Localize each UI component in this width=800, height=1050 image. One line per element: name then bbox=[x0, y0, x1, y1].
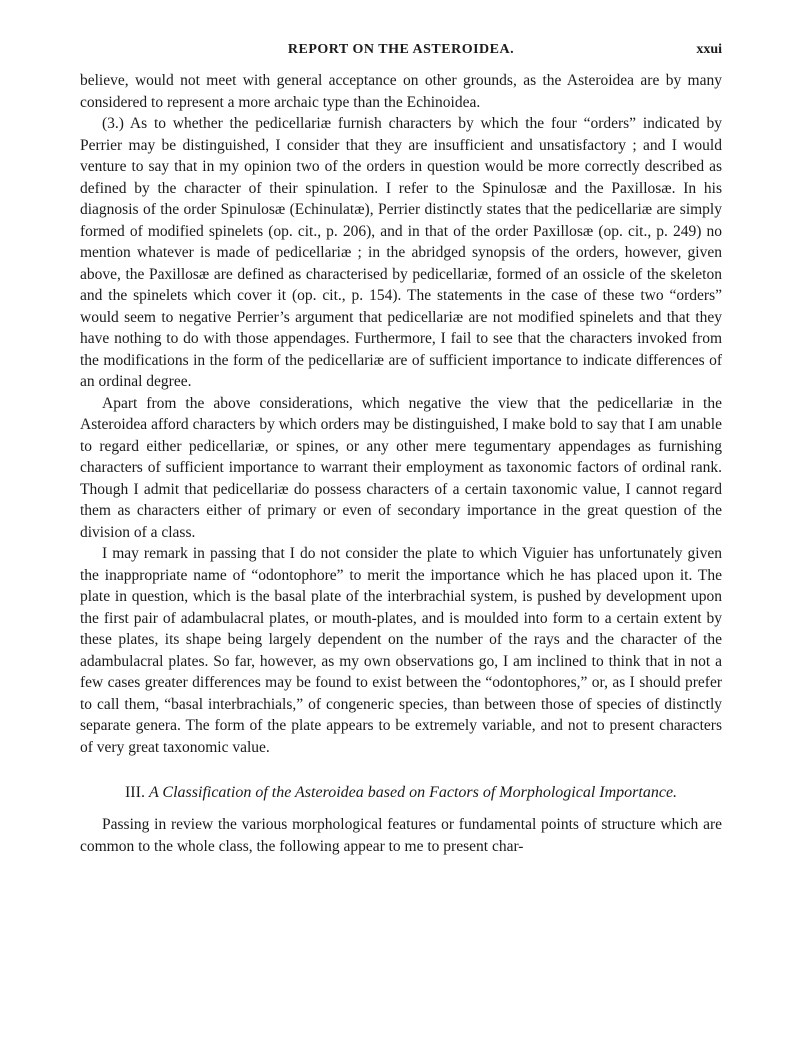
section-title: A Classification of the Asteroidea based on Factors of Morphological Importance. bbox=[148, 784, 678, 801]
section-numeral: III. bbox=[124, 784, 145, 801]
paragraph-pedicellariae-orders: (3.) As to whether the pedicellariæ furnish characters by which the four “orders” indicated by Perrier may be distinguished, I consider that they are insufficient and unsatisfactory ; and I would venture to say that in my opinion two of the orders in question would be more correctly described as defined by the character of their spinulation. I refer to the Spinulosæ and the Paxillosæ. In his diagnosis of the order Spinulosæ (Echinulatæ), Perrier distinctly states that the pedicellariæ are simply formed of modified spinelets (op. cit., p. 206), and in that of the order Paxillosæ (op. cit., p. 249) no mention whatever is made of pedicellariæ ; in the abridged synopsis of the orders, however, given above, the Paxillosæ are defined as characterised by pedicellariæ, formed of an ossicle of the skeleton and the spinelets which cover it (op. cit., p. 154). The statements in the case of these two “orders” would seem to negative Perrier’s argument that pedicellariæ are not modified spinelets and that they have nothing to do with those appendages. Furthermore, I fail to see that the characters invoked from the modifications in the form of the pedicellariæ are of sufficient importance to indicate differences of an ordinal degree. bbox=[80, 115, 722, 390]
paragraph-classification-intro: Passing in review the various morphological features or fundamental points of structure which are common to the whole class, the following appear to me to present char- bbox=[80, 816, 722, 855]
page-number: xxui bbox=[696, 42, 722, 57]
paragraph-continued: believe, would not meet with general acceptance on other grounds, as the Asteroidea are by many considered to represent a more archaic type than the Echinoidea. bbox=[80, 72, 722, 111]
paragraph-tegumentary-appendages: Apart from the above considerations, which negative the view that the pedicellariæ in the Asteroidea afford characters by which orders may be distinguished, I make bold to say that I am unable to regard either pedicellariæ, or spines, or any other mere tegumentary appendages as furnishing characters of sufficient importance to warrant their employment as taxonomic factors of ordinal rank. Though I admit that pedicellariæ do possess characters of a certain taxonomic value, I cannot regard them as characters either of primary or even of secondary importance in the great question of the division of a class. bbox=[80, 394, 722, 541]
running-title: REPORT ON THE ASTEROIDEA. bbox=[287, 42, 515, 57]
section-heading bbox=[80, 782, 722, 804]
page bbox=[80, 40, 722, 857]
body-text bbox=[80, 70, 722, 857]
paragraph-odontophore: I may remark in passing that I do not consider the plate to which Viguier has unfortunately given the inappropriate name of “odontophore” to merit the importance which he has placed upon it. The plate in question, which is the basal plate of the interbrachial system, is pushed by development upon the first pair of adambulacral plates, or mouth-plates, and is moulded into form to a certain extent by these plates, its shape being largely dependent on the number of the rays and the character of the adambulacral plates. So far, however, as my own observations go, I am inclined to think that in not a few cases greater differences may be found to exist between the “odontophores,” or, as I should prefer to call them, “basal interbrachials,” of congeneric species, than between those of species of distinctly separate genera. The form of the plate appears to be extremely variable, and not to present characters of very great taxonomic value. bbox=[80, 545, 722, 756]
running-head bbox=[80, 40, 722, 70]
